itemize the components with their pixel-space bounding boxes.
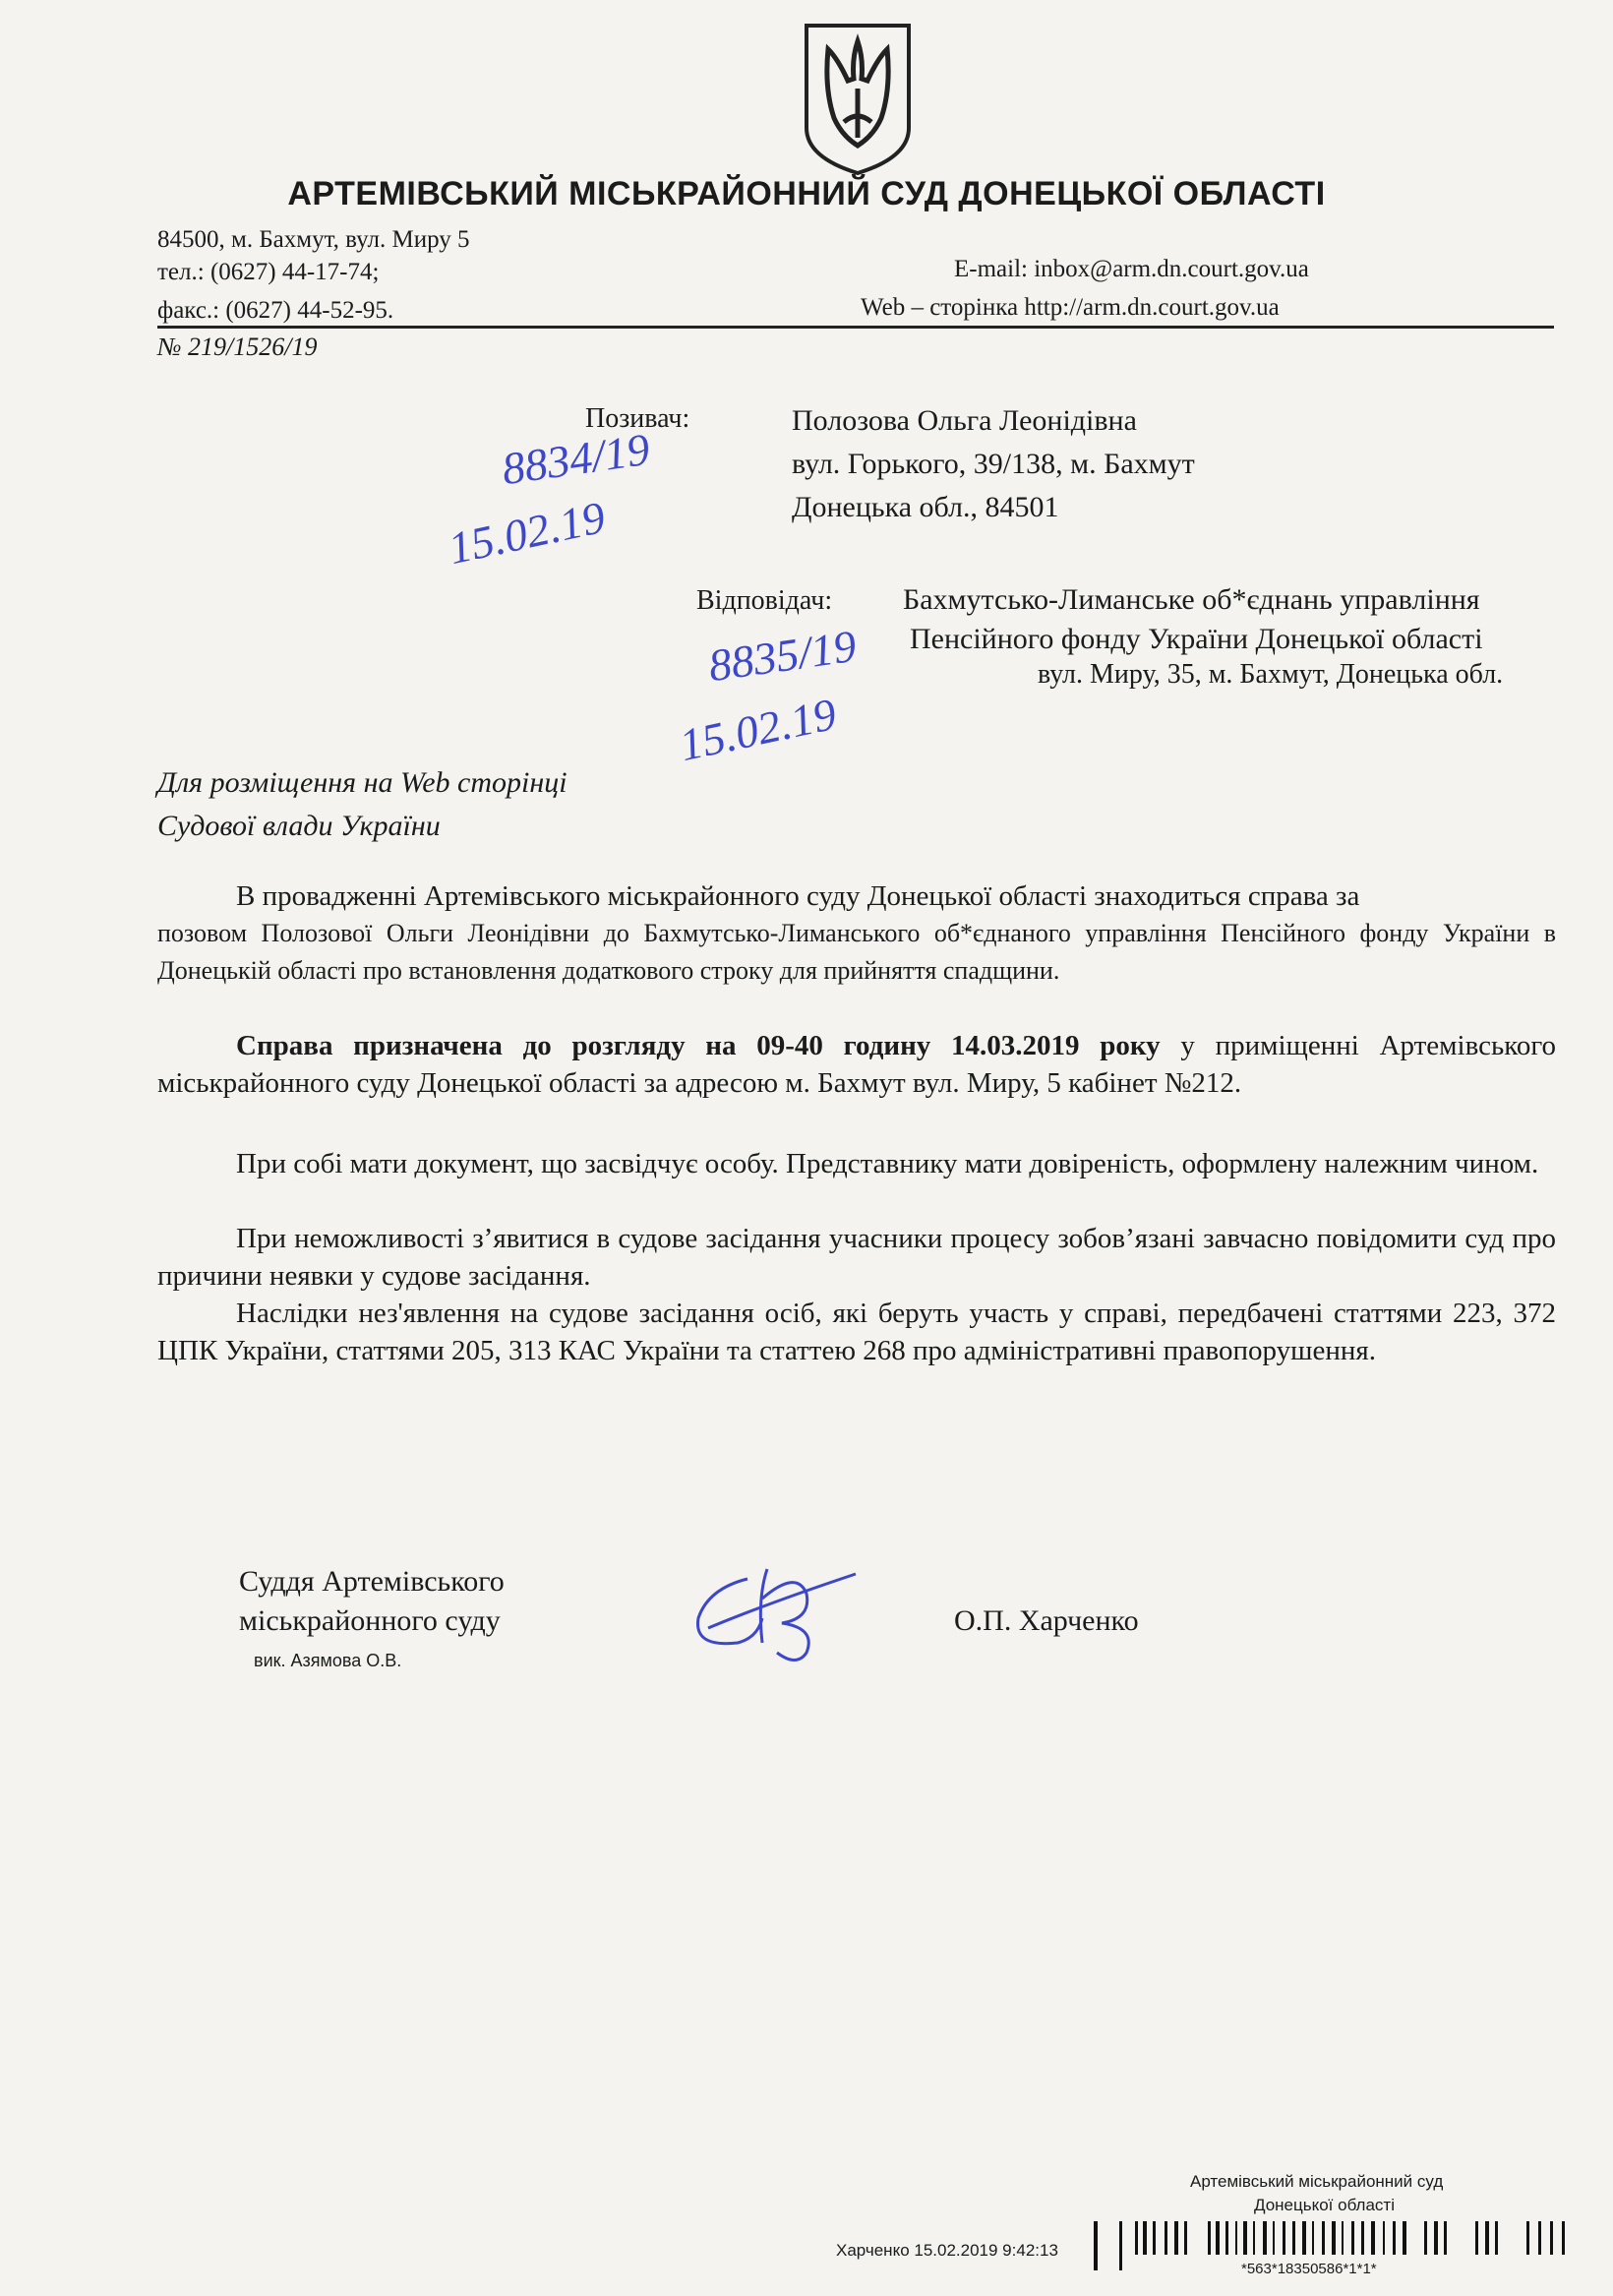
handwritten-plaintiff-date: 15.02.19: [444, 491, 610, 574]
plaintiff-label: Позивач:: [585, 403, 690, 434]
defendant-line3: вул. Миру, 35, м. Бахмут, Донецька обл.: [1038, 659, 1504, 690]
plaintiff-name: Полозова Ольга Леонідівна: [792, 404, 1137, 437]
handwritten-defendant-number: 8835/19: [705, 620, 860, 692]
stamp-registered: Харченко 15.02.2019 9:42:13: [836, 2241, 1058, 2260]
paragraph-hearing: [157, 1027, 1556, 1102]
court-name: АРТЕМІВСЬКИЙ МІСЬКРАЙОННИЙ СУД ДОНЕЦЬКОЇ ОБЛАСТІ: [287, 175, 1326, 212]
paragraph-consequences-text: Наслідки нез'явлення на судове засідання осіб, які беруть участь у справі, передбачені статтями 223, 372 ЦПК України, статтями 205, 313 КАС України та статтею 268 про адміністративні правопорушення.: [157, 1298, 1556, 1366]
court-email: E-mail: inbox@arm.dn.court.gov.ua: [954, 256, 1309, 282]
paragraph-proceedings: [157, 877, 1556, 990]
defendant-label: Відповідач:: [696, 585, 833, 616]
handwritten-defendant-date: 15.02.19: [675, 688, 841, 771]
web-note-line2: Судової влади України: [157, 810, 441, 842]
barcode-text: *563*18350586*1*1*: [1241, 2261, 1377, 2277]
stamp-court-line2: Донецької області: [1254, 2196, 1395, 2214]
hearing-date-bold: Справа призначена до розгляду на 09-40 годину 14.03.2019 року: [236, 1030, 1161, 1061]
judge-signature-icon: [688, 1549, 875, 1667]
paragraph-absence-text: При неможливості з’явитися в судове засідання учасники процесу зобов’язані завчасно повідомити суд про причини неявки у судове засідання.: [157, 1223, 1556, 1292]
paragraph-documents-text: При собі мати документ, що засвідчує особу. Представнику мати довіреність, оформлену належним чином.: [236, 1148, 1539, 1179]
defendant-line1: Бахмутсько-Лиманське об*єднань управління: [903, 583, 1480, 616]
web-placement-note: [157, 761, 568, 848]
court-web: Web – сторінка http://arm.dn.court.gov.ua: [861, 294, 1280, 321]
court-address: 84500, м. Бахмут, вул. Миру 5: [157, 226, 470, 253]
court-phone: тел.: (0627) 44-17-74;: [157, 259, 380, 285]
defendant-line2: Пенсійного фонду України Донецької області: [910, 623, 1483, 655]
executor-note: вик. Азямова О.В.: [254, 1651, 402, 1670]
judge-name: О.П. Харченко: [954, 1604, 1139, 1637]
web-note-line1: Для розміщення на Web сторінці: [157, 766, 568, 799]
plaintiff-street: вул. Горького, 39/138, м. Бахмут: [792, 448, 1195, 480]
paragraph-documents: [157, 1145, 1556, 1182]
judge-title-line1: Суддя Артемівського: [239, 1565, 505, 1598]
plaintiff-block: [792, 399, 1195, 529]
plaintiff-region: Донецька обл., 84501: [792, 491, 1059, 523]
stamp-court-line1: Артемівський міськрайонний суд: [1190, 2172, 1444, 2191]
coat-of-arms-icon: [799, 20, 917, 177]
hearing-location: у приміщенні Артемівського міськрайонного суду Донецької області за адресою м. Бахмут вул. Миру, 5 кабінет №212.: [157, 1030, 1557, 1099]
paragraph-proceedings-rest: позовом Полозової Ольги Леонідівни до Бахмутсько-Лиманського об*єднаного управління Пенсійного фонду України в Донецькій області про встановлення додаткового строку для прийняття спадщини.: [157, 919, 1556, 985]
paragraph-absence: [157, 1220, 1556, 1295]
registration-number: № 219/1526/19: [157, 332, 318, 361]
judge-title: [239, 1562, 505, 1641]
paragraph-consequences: [157, 1295, 1556, 1369]
court-fax: факс.: (0627) 44-52-95.: [157, 297, 394, 324]
judge-title-line2: міськрайонного суду: [239, 1604, 501, 1637]
header-rule: [157, 326, 1554, 329]
handwritten-plaintiff-number: 8834/19: [499, 423, 653, 495]
paragraph-proceedings-lead: В провадженні Артемівського міськрайонного суду Донецької області знаходиться справа за: [236, 880, 1360, 912]
